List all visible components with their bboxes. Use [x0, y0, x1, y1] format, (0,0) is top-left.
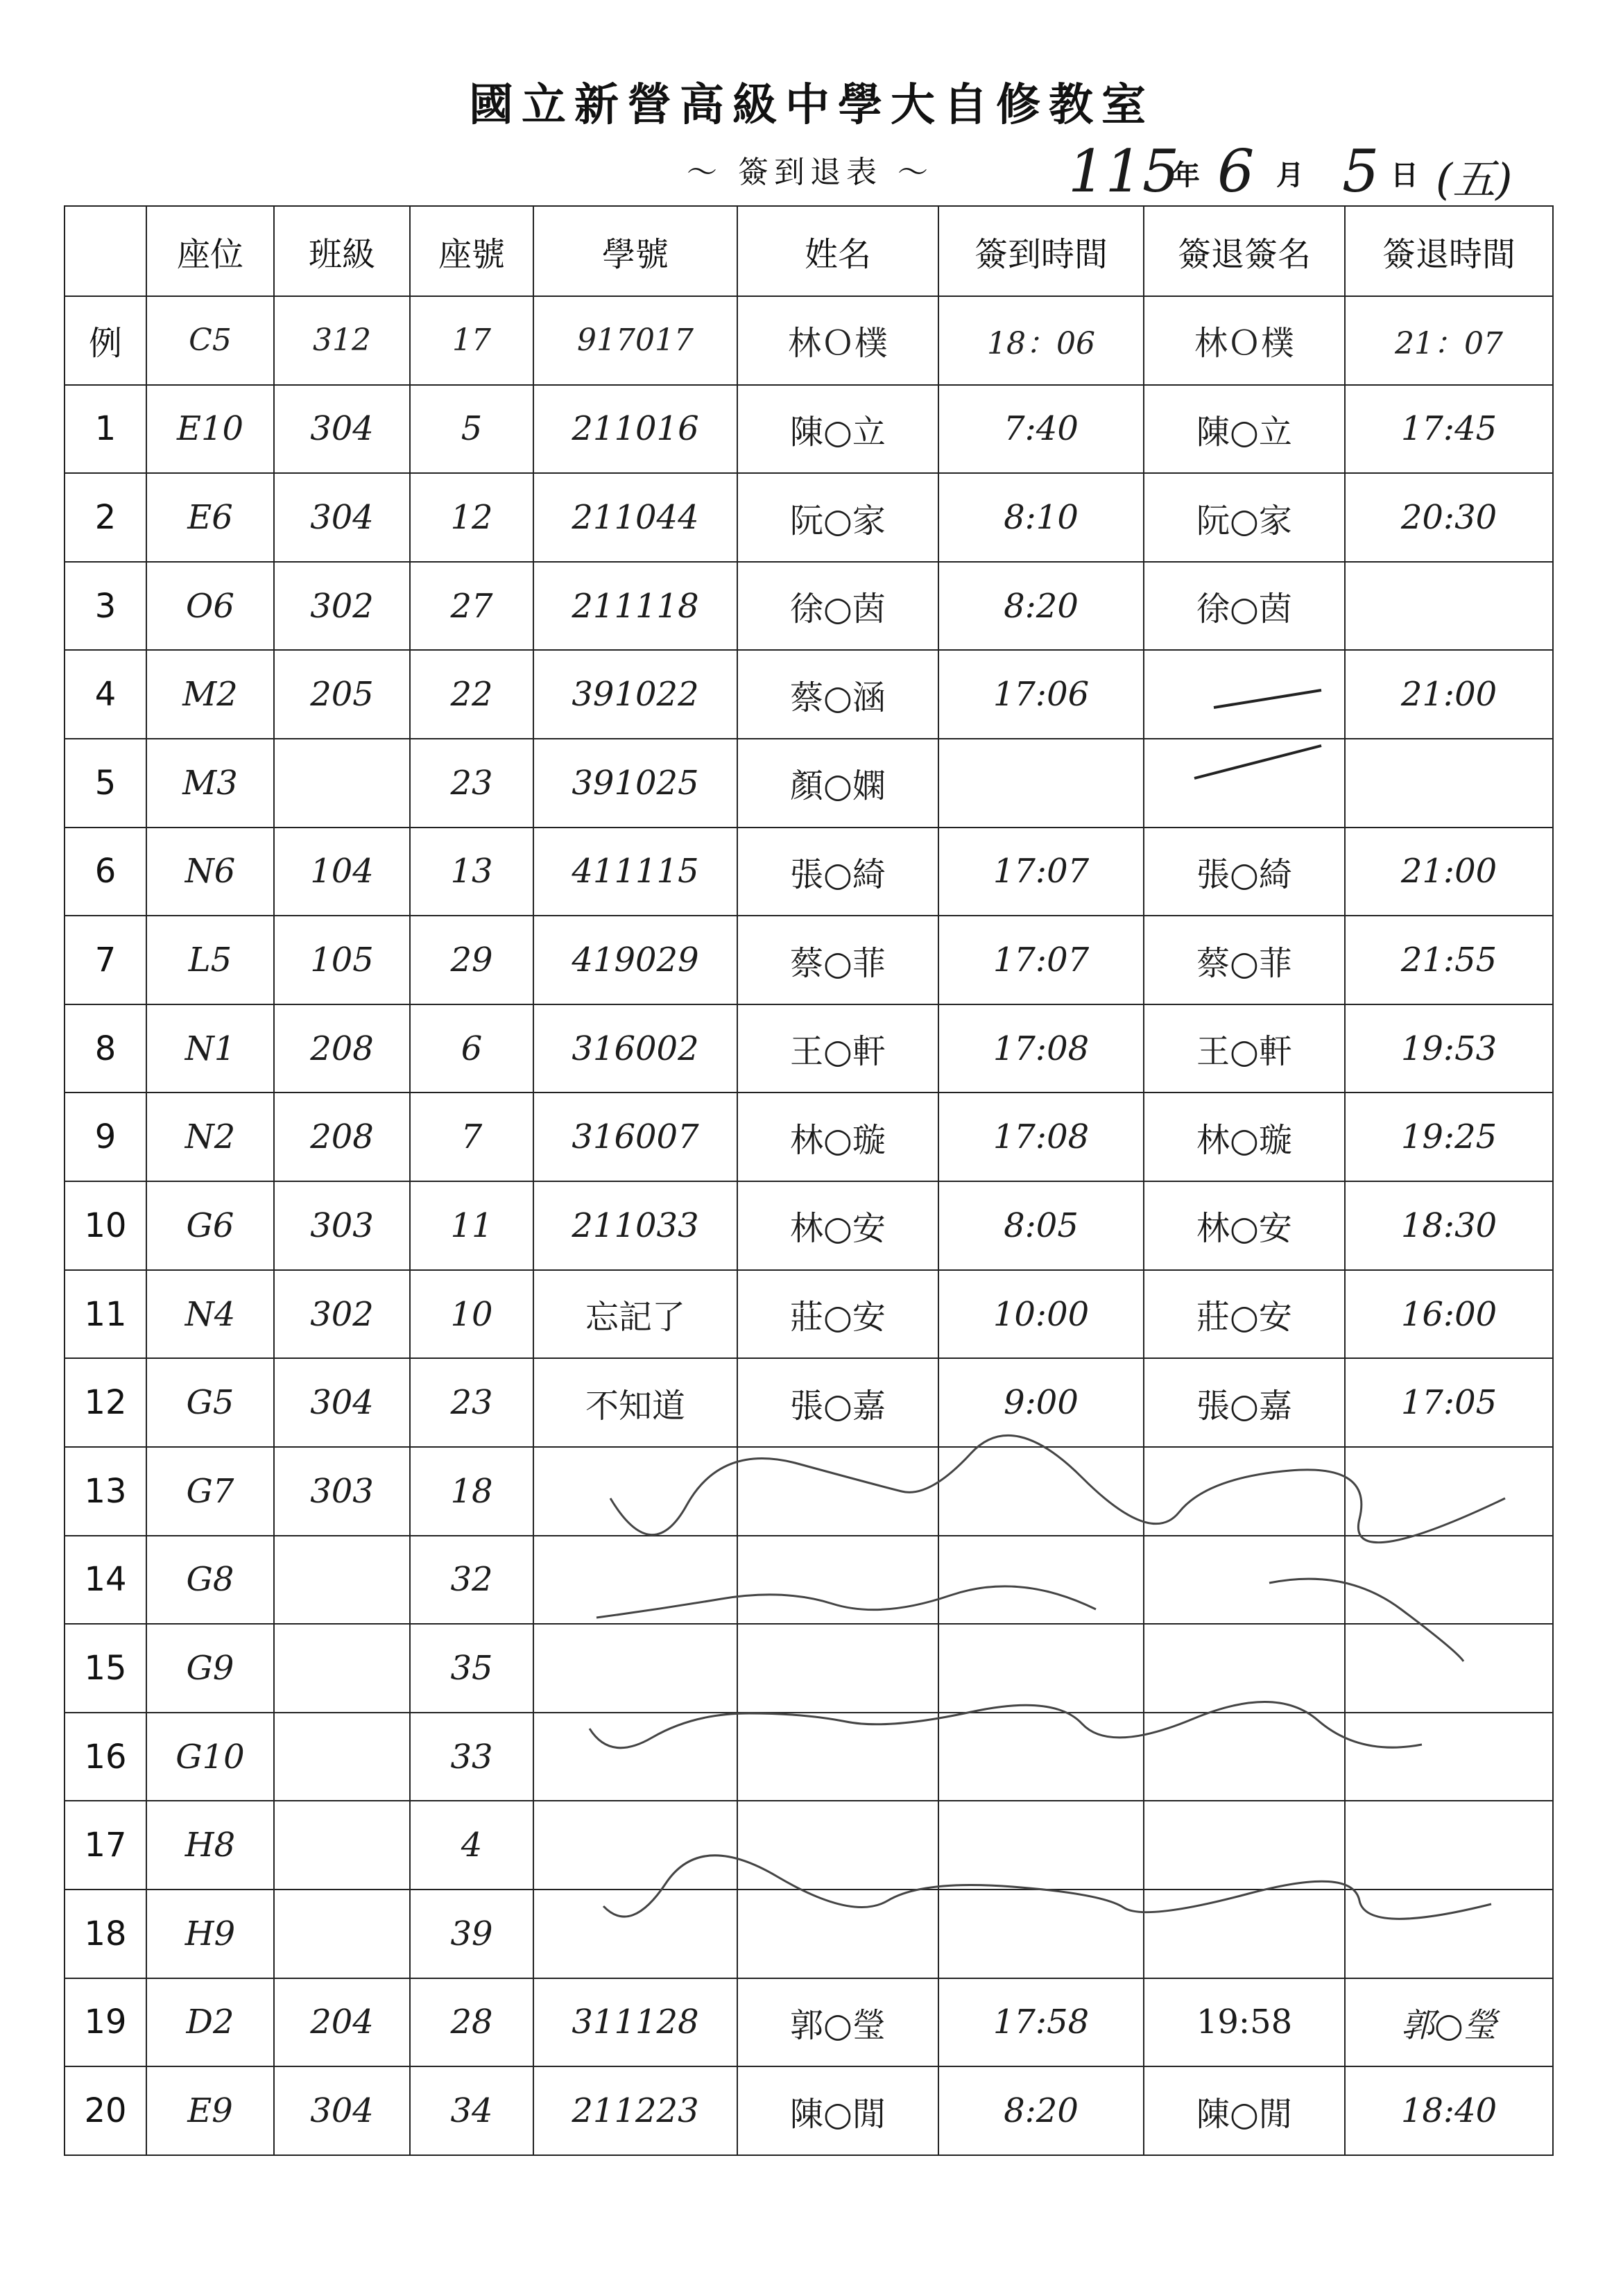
sign-out-name-cell: 林○安: [1144, 1181, 1345, 1270]
table-row: [65, 1978, 1553, 2067]
row-index: 13: [65, 1447, 146, 1536]
number-cell: 11: [410, 1181, 533, 1270]
seat-cell: E10: [146, 385, 274, 474]
sign-out-time-cell: 21:55: [1345, 916, 1553, 1004]
sign-out-time-cell: [1345, 1890, 1553, 1978]
table-row: [65, 1358, 1553, 1447]
class-cell: [274, 1890, 410, 1978]
example-number: 17: [410, 296, 533, 385]
number-cell: 28: [410, 1978, 533, 2067]
table-row: [65, 1624, 1553, 1713]
sign-out-name-cell: [1144, 739, 1345, 828]
sign-in-time-cell: 17:06: [938, 650, 1144, 739]
col-header-sign-out-name: 簽退簽名: [1144, 206, 1345, 296]
example-sign-in-time: 18：06: [938, 296, 1144, 385]
sign-out-time-cell: [1345, 1713, 1553, 1801]
number-cell: 7: [410, 1093, 533, 1181]
row-index: 2: [65, 473, 146, 562]
class-cell: 205: [274, 650, 410, 739]
sign-out-name-cell: [1144, 1801, 1345, 1890]
seat-cell: N6: [146, 828, 274, 916]
student-id-cell: 311128: [533, 1978, 737, 2067]
header-row: [65, 206, 1553, 296]
seat-cell: M2: [146, 650, 274, 739]
seat-cell: H8: [146, 1801, 274, 1890]
example-row: [65, 296, 1553, 385]
seat-cell: N1: [146, 1004, 274, 1093]
student-id-cell: [533, 1536, 737, 1625]
row-index: 17: [65, 1801, 146, 1890]
seat-cell: M3: [146, 739, 274, 828]
col-header-index: [65, 206, 146, 296]
sign-out-name-cell: 19:58: [1144, 1978, 1345, 2067]
col-header-class: 班級: [274, 206, 410, 296]
sign-in-time-cell: [938, 1890, 1144, 1978]
seat-cell: G9: [146, 1624, 274, 1713]
sign-out-name-cell: [1144, 1713, 1345, 1801]
seat-cell: N4: [146, 1270, 274, 1359]
class-cell: [274, 1624, 410, 1713]
sign-in-time-cell: 10:00: [938, 1270, 1144, 1359]
student-id-cell: [533, 1890, 737, 1978]
table-row: [65, 1890, 1553, 1978]
sign-out-time-cell: 21:00: [1345, 828, 1553, 916]
number-cell: 39: [410, 1890, 533, 1978]
sign-out-name-cell: 張○綺: [1144, 828, 1345, 916]
sign-out-time-cell: 17:05: [1345, 1358, 1553, 1447]
sheet-title: 國立新營高級中學大自修教室: [469, 79, 1154, 131]
col-header-sign-out-time: 簽退時間: [1345, 206, 1553, 296]
student-id-cell: 不知道: [533, 1358, 737, 1447]
sign-out-time-cell: 18:40: [1345, 2066, 1553, 2155]
number-cell: 35: [410, 1624, 533, 1713]
student-id-cell: [533, 1624, 737, 1713]
student-id-cell: 391022: [533, 650, 737, 739]
name-cell: [737, 1713, 938, 1801]
example-student-id: 917017: [533, 296, 737, 385]
name-cell: 林○璇: [737, 1093, 938, 1181]
sign-out-time-cell: [1345, 562, 1553, 651]
example-seat: C5: [146, 296, 274, 385]
sign-out-name-cell: [1144, 1447, 1345, 1536]
sign-out-name-cell: 王○軒: [1144, 1004, 1345, 1093]
sign-in-table: [64, 205, 1554, 2156]
student-id-cell: 411115: [533, 828, 737, 916]
name-cell: 徐○茵: [737, 562, 938, 651]
sign-out-time-cell: 19:25: [1345, 1093, 1553, 1181]
class-cell: 208: [274, 1004, 410, 1093]
table-row: [65, 2066, 1553, 2155]
table-row: [65, 916, 1553, 1004]
class-cell: 303: [274, 1181, 410, 1270]
name-cell: 阮○家: [737, 473, 938, 562]
example-class: 312: [274, 296, 410, 385]
table-row: [65, 1447, 1553, 1536]
student-id-cell: 316002: [533, 1004, 737, 1093]
sign-out-time-cell: [1345, 1536, 1553, 1625]
row-index: 12: [65, 1358, 146, 1447]
seat-cell: L5: [146, 916, 274, 1004]
date-line: [1068, 137, 1554, 205]
row-index: 9: [65, 1093, 146, 1181]
sign-in-time-cell: 8:20: [938, 562, 1144, 651]
number-cell: 13: [410, 828, 533, 916]
col-header-sign-in-time: 簽到時間: [938, 206, 1144, 296]
sign-out-time-cell: [1345, 1801, 1553, 1890]
student-id-cell: 391025: [533, 739, 737, 828]
sign-out-time-cell: 20:30: [1345, 473, 1553, 562]
example-sign-out-time: 21：07: [1345, 296, 1553, 385]
row-index: 1: [65, 385, 146, 474]
seat-cell: G8: [146, 1536, 274, 1625]
name-cell: 陳○閒: [737, 2066, 938, 2155]
sign-in-time-cell: [938, 1801, 1144, 1890]
sign-out-time-cell: 21:00: [1345, 650, 1553, 739]
seat-cell: G10: [146, 1713, 274, 1801]
table-row: [65, 1270, 1553, 1359]
class-cell: 204: [274, 1978, 410, 2067]
col-header-number: 座號: [410, 206, 533, 296]
name-cell: 林○安: [737, 1181, 938, 1270]
sign-in-time-cell: 7:40: [938, 385, 1144, 474]
seat-cell: G6: [146, 1181, 274, 1270]
sign-out-time-cell: [1345, 1624, 1553, 1713]
row-index: 6: [65, 828, 146, 916]
sign-out-time-cell: 19:53: [1345, 1004, 1553, 1093]
sign-out-name-cell: 蔡○菲: [1144, 916, 1345, 1004]
table-row: [65, 385, 1553, 474]
row-index: 19: [65, 1978, 146, 2067]
sign-in-time-cell: 8:05: [938, 1181, 1144, 1270]
row-index: 18: [65, 1890, 146, 1978]
seat-cell: N2: [146, 1093, 274, 1181]
table-row: [65, 1004, 1553, 1093]
sign-out-name-cell: 陳○閒: [1144, 2066, 1345, 2155]
number-cell: 10: [410, 1270, 533, 1359]
class-cell: 303: [274, 1447, 410, 1536]
sign-in-time-cell: 8:20: [938, 2066, 1144, 2155]
student-id-cell: 211016: [533, 385, 737, 474]
student-id-cell: 忘記了: [533, 1270, 737, 1359]
class-cell: [274, 1713, 410, 1801]
seat-cell: H9: [146, 1890, 274, 1978]
class-cell: 104: [274, 828, 410, 916]
table-row: [65, 828, 1553, 916]
number-cell: 27: [410, 562, 533, 651]
class-cell: 105: [274, 916, 410, 1004]
row-index: 3: [65, 562, 146, 651]
seat-cell: G7: [146, 1447, 274, 1536]
row-index: 5: [65, 739, 146, 828]
name-cell: 莊○安: [737, 1270, 938, 1359]
sign-out-name-cell: [1144, 1536, 1345, 1625]
name-cell: 張○綺: [737, 828, 938, 916]
sign-out-name-cell: 阮○家: [1144, 473, 1345, 562]
seat-cell: E6: [146, 473, 274, 562]
example-sign-out-name: 林Ｏ樸: [1144, 296, 1345, 385]
number-cell: 22: [410, 650, 533, 739]
row-index: 14: [65, 1536, 146, 1625]
sign-out-name-cell: 張○嘉: [1144, 1358, 1345, 1447]
sign-in-time-cell: 17:58: [938, 1978, 1144, 2067]
table-row: [65, 562, 1553, 651]
sign-out-time-cell: 郭○瑩: [1345, 1978, 1553, 2067]
name-cell: [737, 1890, 938, 1978]
sign-out-name-cell: [1144, 1890, 1345, 1978]
sign-in-time-cell: [938, 1624, 1144, 1713]
row-index: 16: [65, 1713, 146, 1801]
date-month: 6: [1217, 137, 1255, 205]
row-index: 8: [65, 1004, 146, 1093]
date-month-unit: 月: [1276, 159, 1304, 191]
name-cell: 蔡○涵: [737, 650, 938, 739]
number-cell: 12: [410, 473, 533, 562]
row-index: 10: [65, 1181, 146, 1270]
number-cell: 23: [410, 739, 533, 828]
sign-out-time-cell: 18:30: [1345, 1181, 1553, 1270]
table-row: [65, 1181, 1553, 1270]
class-cell: 304: [274, 473, 410, 562]
sign-in-time-cell: 17:07: [938, 916, 1144, 1004]
student-id-cell: [533, 1713, 737, 1801]
class-cell: 302: [274, 562, 410, 651]
student-id-cell: [533, 1801, 737, 1890]
row-index: 7: [65, 916, 146, 1004]
number-cell: 29: [410, 916, 533, 1004]
row-index: 15: [65, 1624, 146, 1713]
name-cell: [737, 1801, 938, 1890]
student-id-cell: 316007: [533, 1093, 737, 1181]
sign-in-time-cell: [938, 739, 1144, 828]
name-cell: 陳○立: [737, 385, 938, 474]
name-cell: 郭○瑩: [737, 1978, 938, 2067]
number-cell: 6: [410, 1004, 533, 1093]
row-index: 4: [65, 650, 146, 739]
date-year: 115: [1068, 137, 1180, 205]
sign-in-time-cell: 17:08: [938, 1004, 1144, 1093]
number-cell: 5: [410, 385, 533, 474]
class-cell: [274, 1536, 410, 1625]
seat-cell: O6: [146, 562, 274, 651]
number-cell: 4: [410, 1801, 533, 1890]
student-id-cell: 211044: [533, 473, 737, 562]
table-row: [65, 650, 1553, 739]
student-id-cell: 419029: [533, 916, 737, 1004]
number-cell: 33: [410, 1713, 533, 1801]
sign-out-time-cell: [1345, 1447, 1553, 1536]
table-row: [65, 1093, 1553, 1181]
name-cell: [737, 1447, 938, 1536]
number-cell: 34: [410, 2066, 533, 2155]
col-header-student-id: 學號: [533, 206, 737, 296]
example-name: 林Ｏ樸: [737, 296, 938, 385]
sign-out-name-cell: [1144, 650, 1345, 739]
name-cell: 張○嘉: [737, 1358, 938, 1447]
student-id-cell: [533, 1447, 737, 1536]
name-cell: 蔡○菲: [737, 916, 938, 1004]
sign-out-name-cell: 莊○安: [1144, 1270, 1345, 1359]
table-row: [65, 1536, 1553, 1625]
sign-out-time-cell: 16:00: [1345, 1270, 1553, 1359]
name-cell: [737, 1624, 938, 1713]
seat-cell: E9: [146, 2066, 274, 2155]
number-cell: 18: [410, 1447, 533, 1536]
sign-in-time-cell: 9:00: [938, 1358, 1144, 1447]
date-day: 5: [1342, 137, 1380, 205]
class-cell: 208: [274, 1093, 410, 1181]
sign-in-time-cell: 8:10: [938, 473, 1144, 562]
date-year-unit: 年: [1172, 159, 1200, 191]
table-row: [65, 473, 1553, 562]
class-cell: 304: [274, 1358, 410, 1447]
sign-in-time-cell: [938, 1713, 1144, 1801]
class-cell: [274, 1801, 410, 1890]
sign-in-time-cell: 17:07: [938, 828, 1144, 916]
date-day-unit: 日: [1391, 159, 1418, 191]
sign-out-name-cell: 林○璇: [1144, 1093, 1345, 1181]
name-cell: 顏○嫻: [737, 739, 938, 828]
date-weekday: (五): [1436, 154, 1513, 205]
col-header-name: 姓名: [737, 206, 938, 296]
sign-out-time-cell: [1345, 739, 1553, 828]
sign-out-name-cell: 陳○立: [1144, 385, 1345, 474]
row-index: 11: [65, 1270, 146, 1359]
example-label: 例: [65, 296, 146, 385]
table-row: [65, 1713, 1553, 1801]
seat-cell: G5: [146, 1358, 274, 1447]
class-cell: 302: [274, 1270, 410, 1359]
class-cell: 304: [274, 385, 410, 474]
sign-in-time-cell: [938, 1447, 1144, 1536]
sign-out-name-cell: 徐○茵: [1144, 562, 1345, 651]
class-cell: [274, 739, 410, 828]
table-row: [65, 739, 1553, 828]
table-row: [65, 1801, 1553, 1890]
number-cell: 23: [410, 1358, 533, 1447]
seat-cell: D2: [146, 1978, 274, 2067]
student-id-cell: 211033: [533, 1181, 737, 1270]
sign-out-name-cell: [1144, 1624, 1345, 1713]
sheet-subtitle: ～ 簽到退表 ～: [687, 155, 934, 190]
student-id-cell: 211223: [533, 2066, 737, 2155]
name-cell: 王○軒: [737, 1004, 938, 1093]
sign-in-time-cell: [938, 1536, 1144, 1625]
name-cell: [737, 1536, 938, 1625]
class-cell: 304: [274, 2066, 410, 2155]
col-header-seat: 座位: [146, 206, 274, 296]
sign-out-time-cell: 17:45: [1345, 385, 1553, 474]
number-cell: 32: [410, 1536, 533, 1625]
student-id-cell: 211118: [533, 562, 737, 651]
sign-in-time-cell: 17:08: [938, 1093, 1144, 1181]
row-index: 20: [65, 2066, 146, 2155]
